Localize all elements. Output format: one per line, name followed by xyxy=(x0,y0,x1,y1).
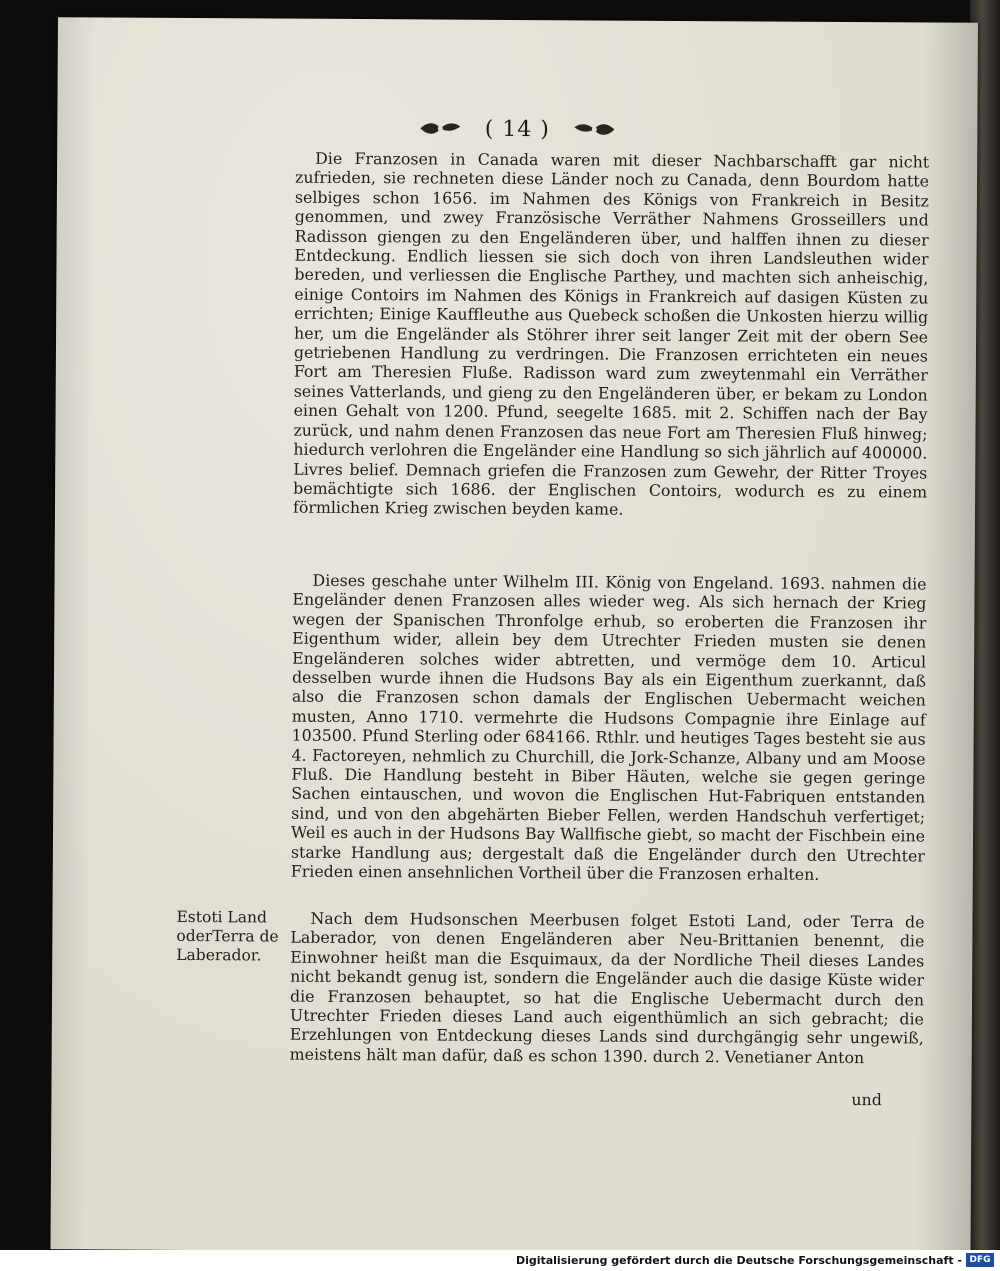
paragraph-1-text: Die Franzosen in Canada waren mit dieser Nachbarschafft gar nicht zufrieden, sie rechneten diese Länder noch zu Canada, denn Bourdom hatte selbiges schon 1656. im Nahmen des Königs von Frankreich in Besitz genommen, und zwey Französische Verräther Nahmens Grosseillers und Radisson giengen zu den Engeländeren über, und halffen ihnen zu dieser Entdeckung. Endlich liessen sie sich doch von ihren Landsleuthen wider bereden, und verliessen die Englische Parthey, und machten sich anheischig, einige Contoirs im Nahmen des Königs in Frankreich auf dasigen Küsten zu errichten; Einige Kauffleuthe aus Quebeck schoßen die Unkosten hierzu willig her, um die Engeländer als Stöhrer ihrer seit langer Zeit mit der obern See getriebenen Handlung zu verdringen. Die Franzosen errichteten ein neues Fort am Theresien Fluße. Radisson ward zum zweytenmahl ein Verräther seines Vatterlands, und gieng zu den Engeländeren über, er bekam zu London einen Gehalt von 1200. Pfund, seegelte 1685. mit 2. Schiffen nach der Bay zurück, und nahm denen Franzosen das neue Fort am Theresien Fluß hinweg; hiedurch verlohren die Engeländer eine Handlung so sich jährlich auf 400000. Livres belief. Demnach griefen die Franzosen zum Gewehr, der Ritter Troyes bemächtigte sich 1686. der Englischen Contoirs, wodurch es zu einem förmlichen Krieg zwischen beyden kame. xyxy=(292,148,930,519)
paragraph-2 xyxy=(291,571,927,885)
book-page xyxy=(50,17,978,1250)
marginal-note-line-2: oderTerra de xyxy=(176,926,279,946)
catchword: und xyxy=(851,1090,882,1110)
paragraph-2-text: Dieses geschahe unter Wilhelm III. König von Engeland. 1693. nahmen die Engeländer denen Franzosen alles wieder weg. Als sich hernach der Krieg wegen der Spanischen Thronfolge erhub, so eroberten die Franzosen ihr Eigenthum wider, allein bey dem Utrechter Frieden musten sie denen Engeländeren solches wider abtretten, und vermöge dem 10. Articul desselben wurde ihnen die Hudsons Bay als ein Eigenthum zuerkannt, daß also die Franzosen schon damals der Englischen Uebermacht weichen musten, Anno 1710. vermehrte die Hudsons Compagnie ihre Einlage auf 103500. Pfund Sterling oder 684166. Rthlr. und heutiges Tages besteht sie aus 4. Factoreyen, nehmlich zu Churchill, die Jork-Schanze, Albany und am Moose Fluß. Die Handlung besteht in Biber Häuten, welche sie gegen geringe Sachen eintauschen, und wovon die Englischen Hut-Fabriquen entstanden sind, und von den abgehärten Bieber Fellen, werden Handschuh verfertiget; Weil es auch in der Hudsons Bay Wallfische giebt, so macht der Fischbein eine starke Handlung aus; dergestalt daß die Engeländer durch den Utrechter Frieden einen ansehnlichen Vortheil über die Franzosen erhalten. xyxy=(290,570,927,884)
paragraph-3 xyxy=(290,909,925,1068)
digitization-footer xyxy=(0,1250,1000,1271)
paragraph-3-text: Nach dem Hudsonschen Meerbusen folget Estoti Land, oder Terra de Laberador, von denen Engeländeren aber Neu-Brittanien benennt, die Einwohner heißt man die Esquimaux, da der Nordliche Theil dieses Landes nicht bekandt genug ist, sondern die Engeländer auch die dasige Küste wider die Franzosen behauptet, so hat die Englische Uebermacht durch den Utrechter Frieden dieses Land auch eigenthümlich an sich gebracht; die Erzehlungen von Entdeckung dieses Lands sind durchgängig sehr ungewiß, meistens hält man dafür, daß es schon 1390. durch 2. Venetianer Anton xyxy=(289,908,925,1067)
footer-credit: Digitalisierung gefördert durch die Deutsche Forschungsgemeinschaft - xyxy=(515,1254,962,1267)
marginal-note-line-1: Estoti Land xyxy=(176,907,267,927)
page-number: ( 14 ) xyxy=(484,116,550,142)
page-header xyxy=(57,113,977,144)
right-fleuron-icon xyxy=(572,119,616,139)
paragraph-1 xyxy=(293,149,929,522)
left-fleuron-icon xyxy=(419,118,463,138)
marginal-note-line-3: Laberador. xyxy=(176,945,262,965)
dfg-logo: DFG xyxy=(966,1253,994,1267)
marginal-note xyxy=(176,908,286,966)
